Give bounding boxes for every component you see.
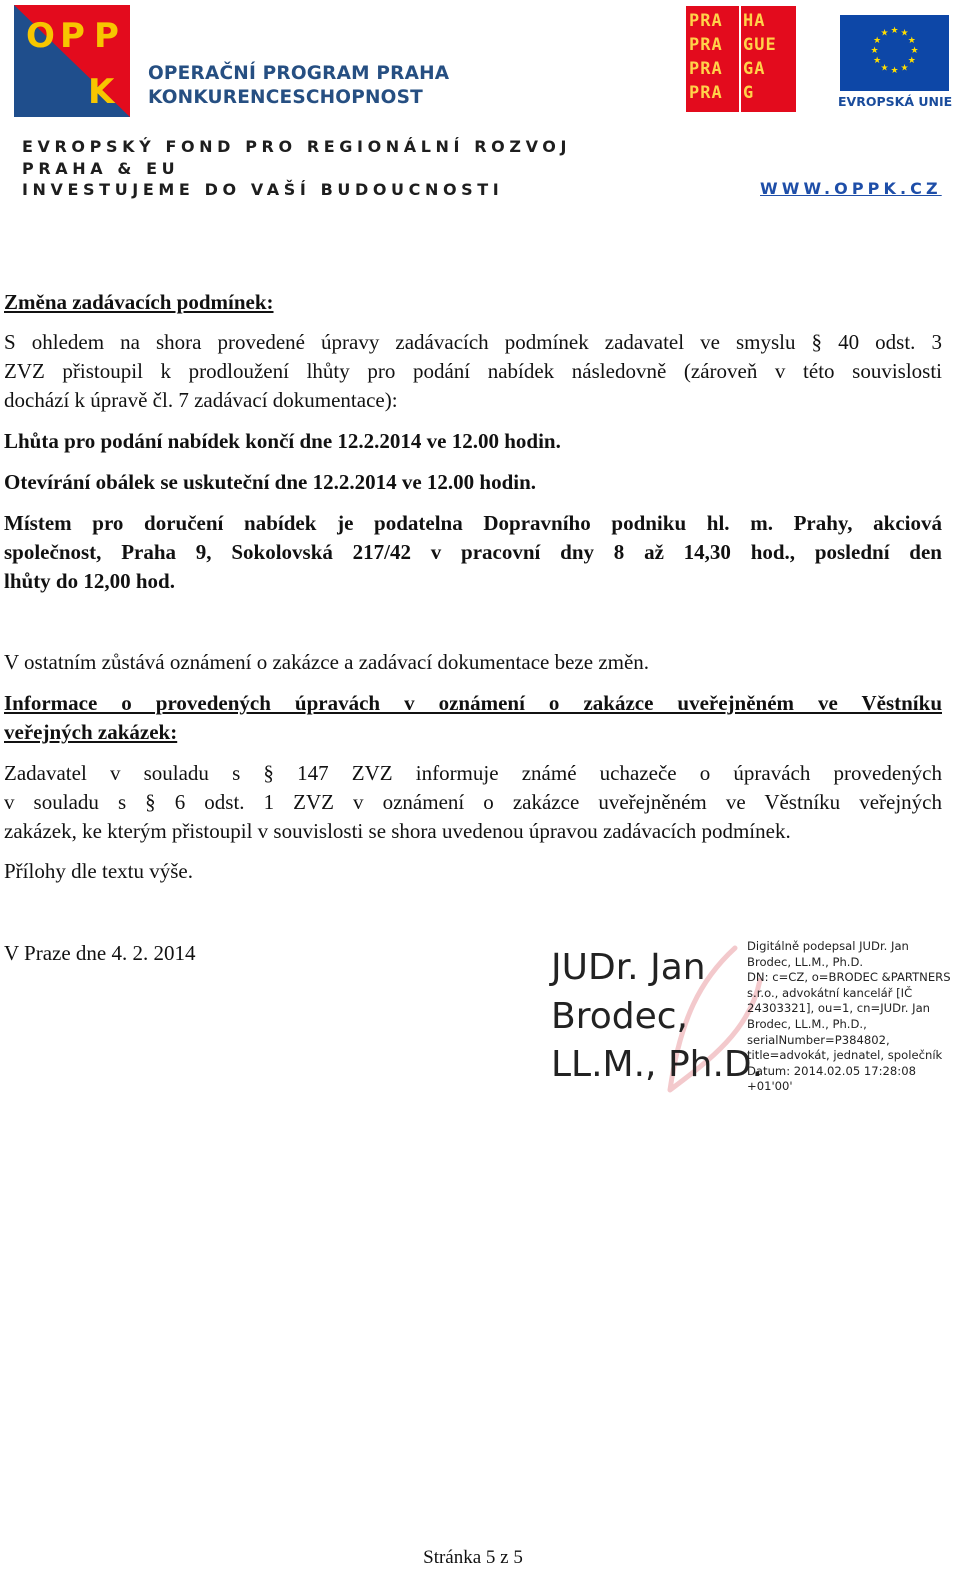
svg-text:★: ★ (900, 63, 909, 74)
signature-detail-line: Datum: 2014.02.05 17:28:08 (747, 1063, 916, 1078)
praha-logo-row (686, 10, 796, 34)
signature-name-line-3: LL.M., Ph.D. (551, 1044, 764, 1085)
attachments-note: Přílohy dle textu výše. (4, 859, 193, 883)
info-line-2: v souladu s § 6 odst. 1 ZVZ v oznámení o zakázce uveřejněném ve Věstníku veřejných (4, 790, 942, 814)
signature-name-line-2: Brodec, (551, 995, 688, 1037)
signature-detail-line: DN: c=CZ, o=BRODEC &PARTNERS (747, 970, 951, 985)
signature-detail-line: serialNumber=P384802, (747, 1032, 890, 1047)
delivery-line-2: společnost, Praha 9, Sokolovská 217/42 v pracovní dny 8 až 14,30 hod., poslední den (4, 540, 942, 564)
praha-logo-row-left: PRA (689, 11, 723, 31)
oppk-logo-letter-p1: P (60, 16, 85, 56)
praha-logo (686, 6, 796, 112)
signature-name (551, 944, 763, 1090)
website-link[interactable]: WWW.OPPK.CZ (760, 179, 942, 198)
fund-line-3: INVESTUJEME DO VAŠÍ BUDOUCNOSTI (22, 180, 504, 199)
svg-text:★: ★ (890, 26, 899, 36)
fund-line-2: PRAHA & EU (22, 158, 180, 178)
svg-text:★: ★ (890, 66, 899, 76)
opening-statement: Otevírání obálek se uskuteční dne 12.2.2014 ve 12.00 hodin. (4, 470, 537, 494)
info-heading-line-1: Informace o provedených úpravách v oznámení o zakázce uveřejněném ve Věstníku (4, 691, 942, 715)
praha-logo-row (686, 58, 796, 82)
praha-logo-row-left: PRA (689, 83, 723, 103)
signature-detail-line: Digitálně podepsal JUDr. Jan (747, 939, 909, 953)
signature-detail-line: title=advokát, jednatel, společník (747, 1048, 943, 1063)
signature-detail-line: s.r.o., advokátní kancelář [IČ (747, 985, 913, 1000)
info-heading (4, 689, 942, 747)
signature-details (747, 939, 951, 1095)
delivery-line-3: lhůty do 12,00 hod. (4, 569, 175, 593)
praha-logo-row-right: HA (743, 11, 766, 31)
praha-logo-row-left: PRA (689, 35, 723, 55)
signature-name-line-1: JUDr. Jan (551, 947, 706, 988)
info-line-1: Zadavatel v souladu s § 147 ZVZ informuje známé uchazeče o úpravách provedených (4, 761, 942, 785)
delivery-paragraph (4, 509, 942, 596)
signature-detail-line: 24303321], ou=1, cn=JUDr. Jan (747, 1001, 931, 1016)
svg-text:★: ★ (880, 63, 889, 74)
info-paragraph (4, 759, 942, 846)
intro-line-1: S ohledem na shora provedené úpravy zadávacích podmínek zadavatel ve smyslu § 40 odst. 3 (4, 330, 942, 354)
svg-text:★: ★ (907, 56, 916, 66)
info-line-3: zakázek, ke kterým přistoupil v souvislosti se shora uvedenou úpravou zadávacích podmínek. (4, 819, 791, 843)
praha-logo-row (686, 82, 796, 106)
svg-text:★: ★ (900, 28, 909, 39)
praha-logo-row (686, 34, 796, 58)
place-date: V Praze dne 4. 2. 2014 (4, 941, 196, 965)
intro-line-2: ZVZ přistoupil k prodloužení lhůty pro podání nabídek následovně (zároveň v této souvislosti (4, 359, 942, 383)
intro-line-3: dochází k úpravě čl. 7 zadávací dokumentace): (4, 388, 398, 412)
svg-text:★: ★ (873, 36, 882, 46)
fund-slogan (22, 136, 571, 201)
page-number: Stránka 5 z 5 (423, 1547, 523, 1568)
unchanged-statement: V ostatním zůstává oznámení o zakázce a zadávací dokumentace beze změn. (4, 650, 650, 674)
signature-detail-line: Brodec, LL.M., Ph.D. (747, 954, 864, 969)
praha-logo-row-left: PRA (689, 59, 723, 79)
change-heading: Změna zadávacích podmínek: (4, 290, 274, 314)
info-heading-line-2: veřejných zakázek: (4, 720, 178, 744)
svg-text:★: ★ (873, 56, 882, 66)
intro-paragraph (4, 328, 942, 415)
signature-detail-line: +01'00' (747, 1079, 793, 1094)
svg-text:★: ★ (907, 36, 916, 46)
eu-flag-icon (840, 15, 949, 91)
praha-logo-row-right: GA (743, 59, 766, 79)
signature-detail-line: Brodec, LL.M., Ph.D., (747, 1016, 867, 1031)
oppk-logo-letter-p2: P (94, 16, 119, 56)
program-name-line-2: KONKURENCESCHOPNOST (148, 87, 423, 108)
program-name (148, 62, 449, 110)
fund-line-1: EVROPSKÝ FOND PRO REGIONÁLNÍ ROZVOJ (22, 137, 572, 156)
oppk-logo-letter-k: K (88, 72, 115, 112)
svg-text:★: ★ (910, 46, 919, 56)
deadline-statement: Lhůta pro podání nabídek končí dne 12.2.2014 ve 12.00 hodin. (4, 429, 561, 453)
praha-logo-row-right: GUE (743, 35, 777, 55)
svg-text:★: ★ (870, 46, 879, 56)
eu-label: EVROPSKÁ UNIE (838, 94, 953, 109)
svg-text:★: ★ (880, 28, 889, 39)
oppk-logo (14, 5, 130, 117)
delivery-line-1: Místem pro doručení nabídek je podatelna Dopravního podniku hl. m. Prahy, akciová (4, 511, 942, 535)
oppk-logo-letter-o: O (26, 16, 55, 56)
praha-logo-row-right: G (743, 83, 755, 103)
program-name-line-1: OPERAČNÍ PROGRAM PRAHA (148, 63, 450, 84)
